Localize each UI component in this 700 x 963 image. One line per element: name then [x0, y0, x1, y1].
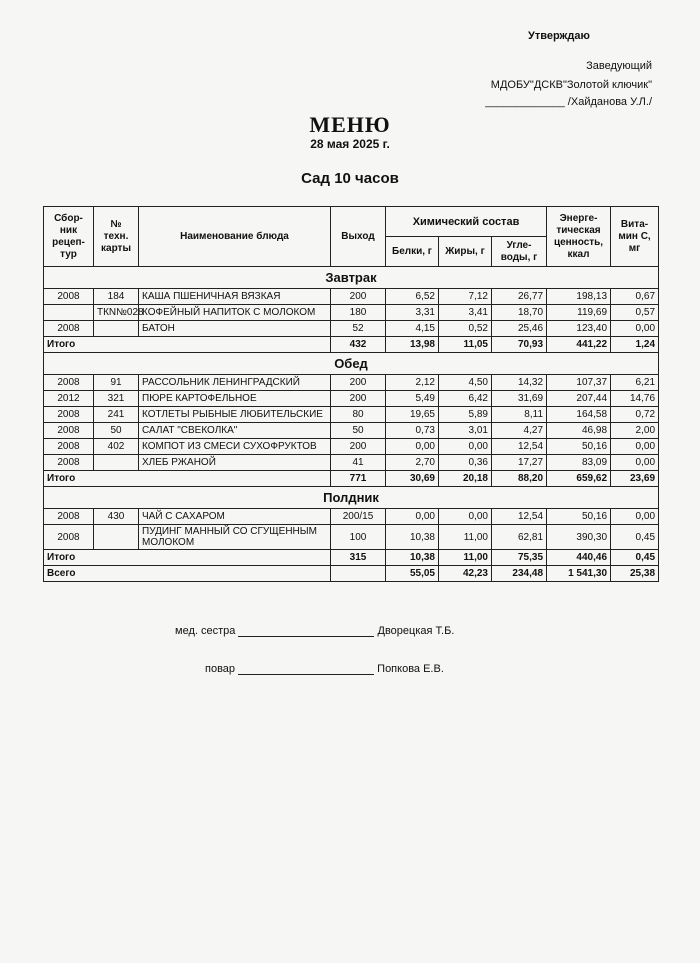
cell-fat: 3,01	[439, 423, 492, 439]
cell-dish-name: КАША ПШЕНИЧНАЯ ВЯЗКАЯ	[139, 289, 331, 305]
total-energy: 441,22	[547, 337, 611, 353]
signature-role: повар	[205, 663, 236, 675]
cell-output: 180	[331, 305, 386, 321]
cell-card: 50	[94, 423, 139, 439]
cell-collection: 2008	[44, 439, 94, 455]
cell-protein: 3,31	[386, 305, 439, 321]
cell-dish-name: РАССОЛЬНИК ЛЕНИНГРАДСКИЙ	[139, 375, 331, 391]
cell-energy: 207,44	[547, 391, 611, 407]
header-output: Выход	[331, 207, 386, 267]
cell-collection: 2008	[44, 375, 94, 391]
section-title: Полдник	[44, 487, 659, 509]
cell-protein: 0,00	[386, 509, 439, 525]
cell-output: 50	[331, 423, 386, 439]
table-row	[44, 423, 659, 439]
cell-dish-name: КОФЕЙНЫЙ НАПИТОК С МОЛОКОМ	[139, 305, 331, 321]
cell-carbs: 62,81	[492, 525, 547, 550]
cell-collection: 2008	[44, 455, 94, 471]
total-protein: 13,98	[386, 337, 439, 353]
header-protein: Белки, г	[386, 237, 439, 267]
cell-energy: 83,09	[547, 455, 611, 471]
cell-fat: 0,36	[439, 455, 492, 471]
section-header	[44, 487, 659, 509]
cell-carbs: 14,32	[492, 375, 547, 391]
section-title: Завтрак	[44, 267, 659, 289]
total-carbs: 234,48	[492, 566, 547, 582]
cell-energy: 198,13	[547, 289, 611, 305]
menu-table-body	[44, 267, 659, 582]
cell-collection: 2012	[44, 391, 94, 407]
cell-collection: 2008	[44, 509, 94, 525]
approver-position: Заведующий	[586, 60, 652, 72]
total-output: 432	[331, 337, 386, 353]
total-output: 315	[331, 550, 386, 566]
cell-protein: 6,52	[386, 289, 439, 305]
cell-fat: 5,89	[439, 407, 492, 423]
cell-carbs: 18,70	[492, 305, 547, 321]
total-vitamin-c: 1,24	[611, 337, 659, 353]
grand-total-row	[44, 566, 659, 582]
cell-vitamin-c: 0,00	[611, 439, 659, 455]
cell-collection	[44, 305, 94, 321]
total-row	[44, 550, 659, 566]
total-carbs: 75,35	[492, 550, 547, 566]
total-fat: 42,23	[439, 566, 492, 582]
cell-card: ТКN№028	[94, 305, 139, 321]
cell-fat: 11,00	[439, 525, 492, 550]
section-title: Обед	[44, 353, 659, 375]
total-row	[44, 337, 659, 353]
cell-fat: 0,00	[439, 509, 492, 525]
cell-protein: 2,70	[386, 455, 439, 471]
cell-output: 200	[331, 391, 386, 407]
cell-energy: 164,58	[547, 407, 611, 423]
header-fat: Жиры, г	[439, 237, 492, 267]
approver-organization: МДОБУ"ДСКВ"Золотой ключик"	[490, 79, 652, 91]
cell-vitamin-c: 0,72	[611, 407, 659, 423]
table-row	[44, 509, 659, 525]
cell-fat: 6,42	[439, 391, 492, 407]
cell-energy: 107,37	[547, 375, 611, 391]
cell-collection: 2008	[44, 321, 94, 337]
total-energy: 440,46	[547, 550, 611, 566]
cell-carbs: 25,46	[492, 321, 547, 337]
total-output	[331, 566, 386, 582]
section-header	[44, 353, 659, 375]
cell-vitamin-c: 0,45	[611, 525, 659, 550]
total-row	[44, 471, 659, 487]
header-chemical-composition: Химический состав	[386, 207, 547, 237]
page-title: МЕНЮ	[309, 112, 391, 137]
cell-carbs: 12,54	[492, 439, 547, 455]
cell-card	[94, 321, 139, 337]
cell-protein: 5,49	[386, 391, 439, 407]
cell-carbs: 31,69	[492, 391, 547, 407]
header-card-number: № техн. карты	[94, 207, 139, 267]
total-energy: 659,62	[547, 471, 611, 487]
cell-vitamin-c: 0,00	[611, 321, 659, 337]
cell-card: 91	[94, 375, 139, 391]
cell-vitamin-c: 0,67	[611, 289, 659, 305]
header-vitamin-c: Вита-мин С, мг	[611, 207, 659, 267]
signature-cook	[205, 663, 444, 675]
cell-dish-name: ХЛЕБ РЖАНОЙ	[139, 455, 331, 471]
cell-protein: 19,65	[386, 407, 439, 423]
cell-energy: 50,16	[547, 509, 611, 525]
cell-card	[94, 525, 139, 550]
cell-output: 200	[331, 439, 386, 455]
cell-vitamin-c: 2,00	[611, 423, 659, 439]
cell-carbs: 17,27	[492, 455, 547, 471]
cell-protein: 0,73	[386, 423, 439, 439]
cell-output: 80	[331, 407, 386, 423]
table-row	[44, 321, 659, 337]
total-protein: 55,05	[386, 566, 439, 582]
cell-dish-name: КОТЛЕТЫ РЫБНЫЕ ЛЮБИТЕЛЬСКИЕ	[139, 407, 331, 423]
table-row	[44, 375, 659, 391]
approval-label: Утверждаю	[528, 30, 590, 42]
cell-protein: 0,00	[386, 439, 439, 455]
cell-dish-name: БАТОН	[139, 321, 331, 337]
total-carbs: 70,93	[492, 337, 547, 353]
cell-card: 241	[94, 407, 139, 423]
cell-carbs: 4,27	[492, 423, 547, 439]
cell-fat: 4,50	[439, 375, 492, 391]
table-row	[44, 289, 659, 305]
cell-protein: 10,38	[386, 525, 439, 550]
total-output: 771	[331, 471, 386, 487]
header-collection: Сбор-ник рецеп-тур	[44, 207, 94, 267]
header-energy: Энерге-тическая ценность, ккал	[547, 207, 611, 267]
header-carbs: Угле-воды, г	[492, 237, 547, 267]
cell-protein: 4,15	[386, 321, 439, 337]
cell-output: 41	[331, 455, 386, 471]
cell-vitamin-c: 0,57	[611, 305, 659, 321]
total-vitamin-c: 0,45	[611, 550, 659, 566]
total-fat: 20,18	[439, 471, 492, 487]
signature-nurse	[175, 625, 454, 637]
cell-vitamin-c: 14,76	[611, 391, 659, 407]
cell-card	[94, 455, 139, 471]
total-protein: 10,38	[386, 550, 439, 566]
signature-person: Дворецкая Т.Б.	[377, 625, 455, 637]
cell-card: 321	[94, 391, 139, 407]
menu-subtitle: Сад 10 часов	[301, 170, 399, 187]
cell-collection: 2008	[44, 525, 94, 550]
signature-role: мед. сестра	[175, 625, 236, 637]
cell-vitamin-c: 6,21	[611, 375, 659, 391]
total-fat: 11,05	[439, 337, 492, 353]
cell-vitamin-c: 0,00	[611, 509, 659, 525]
signature-line	[238, 674, 374, 675]
menu-table	[43, 206, 659, 582]
signature-line	[238, 636, 374, 637]
table-row	[44, 439, 659, 455]
cell-collection: 2008	[44, 407, 94, 423]
cell-carbs: 8,11	[492, 407, 547, 423]
cell-carbs: 12,54	[492, 509, 547, 525]
total-protein: 30,69	[386, 471, 439, 487]
cell-output: 100	[331, 525, 386, 550]
table-row	[44, 455, 659, 471]
cell-fat: 3,41	[439, 305, 492, 321]
cell-fat: 0,00	[439, 439, 492, 455]
cell-energy: 390,30	[547, 525, 611, 550]
cell-output: 200	[331, 289, 386, 305]
signature-person: Попкова Е.В.	[377, 663, 444, 675]
cell-collection: 2008	[44, 289, 94, 305]
cell-energy: 46,98	[547, 423, 611, 439]
cell-dish-name: ПУДИНГ МАННЫЙ СО СГУЩЕННЫМ МОЛОКОМ	[139, 525, 331, 550]
cell-dish-name: ПЮРЕ КАРТОФЕЛЬНОЕ	[139, 391, 331, 407]
table-row	[44, 391, 659, 407]
total-energy: 1 541,30	[547, 566, 611, 582]
total-vitamin-c: 25,38	[611, 566, 659, 582]
cell-output: 52	[331, 321, 386, 337]
cell-fat: 7,12	[439, 289, 492, 305]
cell-card: 184	[94, 289, 139, 305]
cell-dish-name: КОМПОТ ИЗ СМЕСИ СУХОФРУКТОВ	[139, 439, 331, 455]
cell-carbs: 26,77	[492, 289, 547, 305]
cell-fat: 0,52	[439, 321, 492, 337]
cell-vitamin-c: 0,00	[611, 455, 659, 471]
section-header	[44, 267, 659, 289]
total-label: Итого	[44, 337, 331, 353]
cell-card: 402	[94, 439, 139, 455]
cell-collection: 2008	[44, 423, 94, 439]
menu-date: 28 мая 2025 г.	[310, 137, 390, 151]
cell-energy: 123,40	[547, 321, 611, 337]
total-carbs: 88,20	[492, 471, 547, 487]
cell-energy: 119,69	[547, 305, 611, 321]
cell-dish-name: САЛАТ "СВЕКОЛКА"	[139, 423, 331, 439]
cell-dish-name: ЧАЙ С САХАРОМ	[139, 509, 331, 525]
header-dish-name: Наименование блюда	[139, 207, 331, 267]
total-vitamin-c: 23,69	[611, 471, 659, 487]
total-label: Итого	[44, 550, 331, 566]
table-row	[44, 525, 659, 550]
cell-energy: 50,16	[547, 439, 611, 455]
cell-output: 200	[331, 375, 386, 391]
approver-signature: _____________ /Хайданова У.Л./	[485, 96, 652, 108]
cell-output: 200/15	[331, 509, 386, 525]
total-label: Итого	[44, 471, 331, 487]
table-row	[44, 407, 659, 423]
total-label: Всего	[44, 566, 331, 582]
cell-card: 430	[94, 509, 139, 525]
total-fat: 11,00	[439, 550, 492, 566]
table-row	[44, 305, 659, 321]
cell-protein: 2,12	[386, 375, 439, 391]
